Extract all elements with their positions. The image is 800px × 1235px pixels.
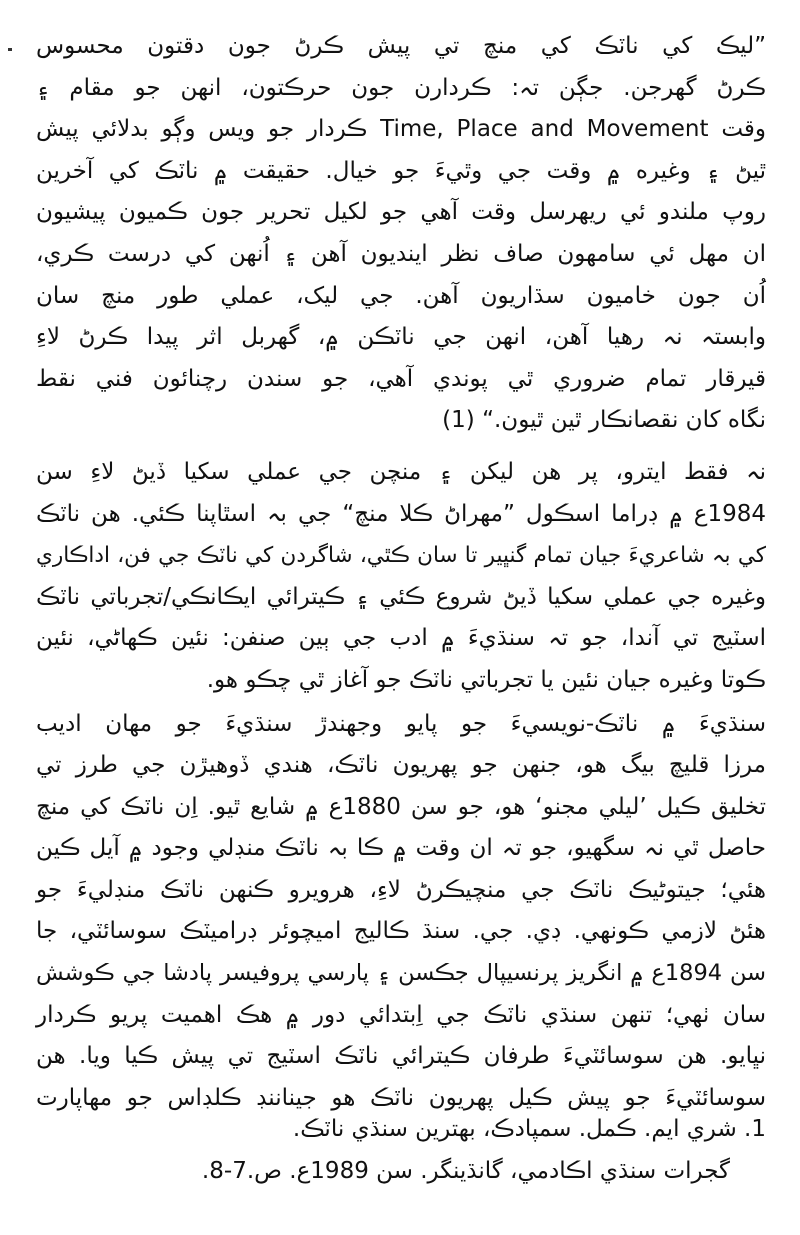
document-body <box>36 26 766 1119</box>
text-line: هئي؛ جيتوڻيڪ ناٽڪ جي منچيڪرڻ لاءِ، هرويرو ڪنهن ناٽڪ منڊليءَ جو <box>36 876 766 903</box>
text-line: نڀايو. هن سوسائٽيءَ طرفان ڪيترائي ناٽڪ اسٽيج تي پيش ڪيا ويا. هن <box>36 1043 766 1070</box>
text-line: سن 1894ع ۾ انگريز پرنسيپال جڪسن ۽ پارسي پروفيسر پادشا جي ڪوشش <box>36 960 766 987</box>
text-line: 1984ع ۾ ڊراما اسڪول ”مهراڻ ڪلا منچ“ جي بہ اسٿاپنا ڪئي. هن ناٽڪ <box>36 500 766 527</box>
text-line: وغيره جي عملي سکيا ڏيڻ شروع ڪئي ۽ ڪيترائي ايڪانڪي/تجرباتي ناٽڪ <box>36 583 766 610</box>
text-line: وابستہ نہ رهيا آهن، انهن جي ناٽڪن ۾، گهربل اثر پيدا ڪرڻ لاءِ <box>36 324 766 351</box>
footnote-reference: 1. شري ايم. ڪمل. سمپادڪ، بهترين سنڌي ناٽڪ. <box>292 1116 766 1142</box>
text-line: ”ليڪ کي ناٽڪ کي منچ تي پيش ڪرڻ جون دقتون محسوس <box>36 33 766 59</box>
paragraph-history <box>36 704 766 1120</box>
text-line: اُن جون خاميون سڌاريون آهن. جي ليک، عملي طور منچ سان <box>36 282 766 309</box>
margin-speck <box>8 48 12 51</box>
text-line: ڪرڻ گهرجن. جڳن تہ: ڪردارن جون حرڪتون، انهن جو مقام ۽ <box>36 74 766 101</box>
text-line: سان ٺهي؛ تنهن سنڌي ناٽڪ جي اِبتدائي دور ۾ هڪ اهميت پريو ڪردار <box>36 1001 766 1028</box>
text-line: ان مهل ئي سامهون صاف نظر اينديون آهن ۽ اُنهن کي درست ڪري، <box>36 240 766 267</box>
text-line: حاصل ٿي نہ سگهيو، جو تہ ان وقت ۾ ڪا بہ ناٽڪ منڊلي وجود ۾ آيل ڪين <box>36 835 766 862</box>
paragraph-quote <box>36 26 766 442</box>
paragraph-drama-school <box>36 452 766 702</box>
text-line: قيرقار تمام ضروري ٿي پوندي آهي، جو سندن رچنائون فني نقط <box>36 365 766 392</box>
text-line: روپ ملندو ئي ريهرسل وقت آهي جو لکيل تحرير جون ڪميون پيشيون <box>36 199 766 226</box>
text-line: هئڻ لازمي ڪونهي. ڊي. جي. سنڌ ڪاليج اميچوئر ڊراميٽڪ سوسائٽي، جا <box>36 918 766 945</box>
text-line: مرزا قليچ بيگ هو، جنهن جو پهريون ناٽڪ، هندي ڏوهيڙن جي طرز تي <box>36 752 766 779</box>
text-line: ڪوتا وغيره جيان نئين يا تجرباتي ناٽڪ جو آغاز ٿي چڪو هو. <box>206 666 766 693</box>
text-line: تخليق ڪيل ’ليلي مجنو‘ هو، جو سن 1880ع ۾ شايع ٿيو. اِن ناٽڪ کي منچ <box>36 793 766 820</box>
text-line: اسٽيج تي آندا، جو تہ سنڌيءَ ۾ ادب جي ٻين صنفن: نئين ڪهاڻي، نئين <box>36 625 766 652</box>
text-line: وقت Time, Place and Movement ڪردار جو ويس وڳو بدلائي پيش <box>36 116 767 143</box>
text-line: ٿيڻ ۽ وغيره ۾ وقت جي وٿيءَ جو خيال. حقيقت ۾ ناٽڪ کي آخرين <box>36 157 766 184</box>
text-line: نگاه کان نقصانڪار ٿين ٿيون.“ (1) <box>442 407 766 434</box>
footnotes <box>36 1108 766 1192</box>
text-line: سنڌيءَ ۾ ناٽڪ-نويسيءَ جو پايو وجهندڙ سنڌيءَ جو مهان اديب <box>36 710 766 737</box>
text-line: سوسائٽيءَ جو پيش ڪيل پهريون ناٽڪ هو جيناننڊ ڪلڊاس جو مهاپارت <box>36 1084 766 1111</box>
text-line: کي بہ شاعريءَ جيان تمام گنڀير تا سان ڪٿي، شاگردن کي ناٽڪ جي فن، اداڪاري <box>36 543 766 569</box>
text-line: نہ فقط ايترو، پر هن ليکن ۽ منچن جي عملي سکيا ڏيڻ لاءِ سن <box>36 458 766 485</box>
footnote-publisher: گجرات سنڌي اڪادمي، گانڌينگر. سن 1989ع. ص.7-8. <box>201 1158 730 1184</box>
